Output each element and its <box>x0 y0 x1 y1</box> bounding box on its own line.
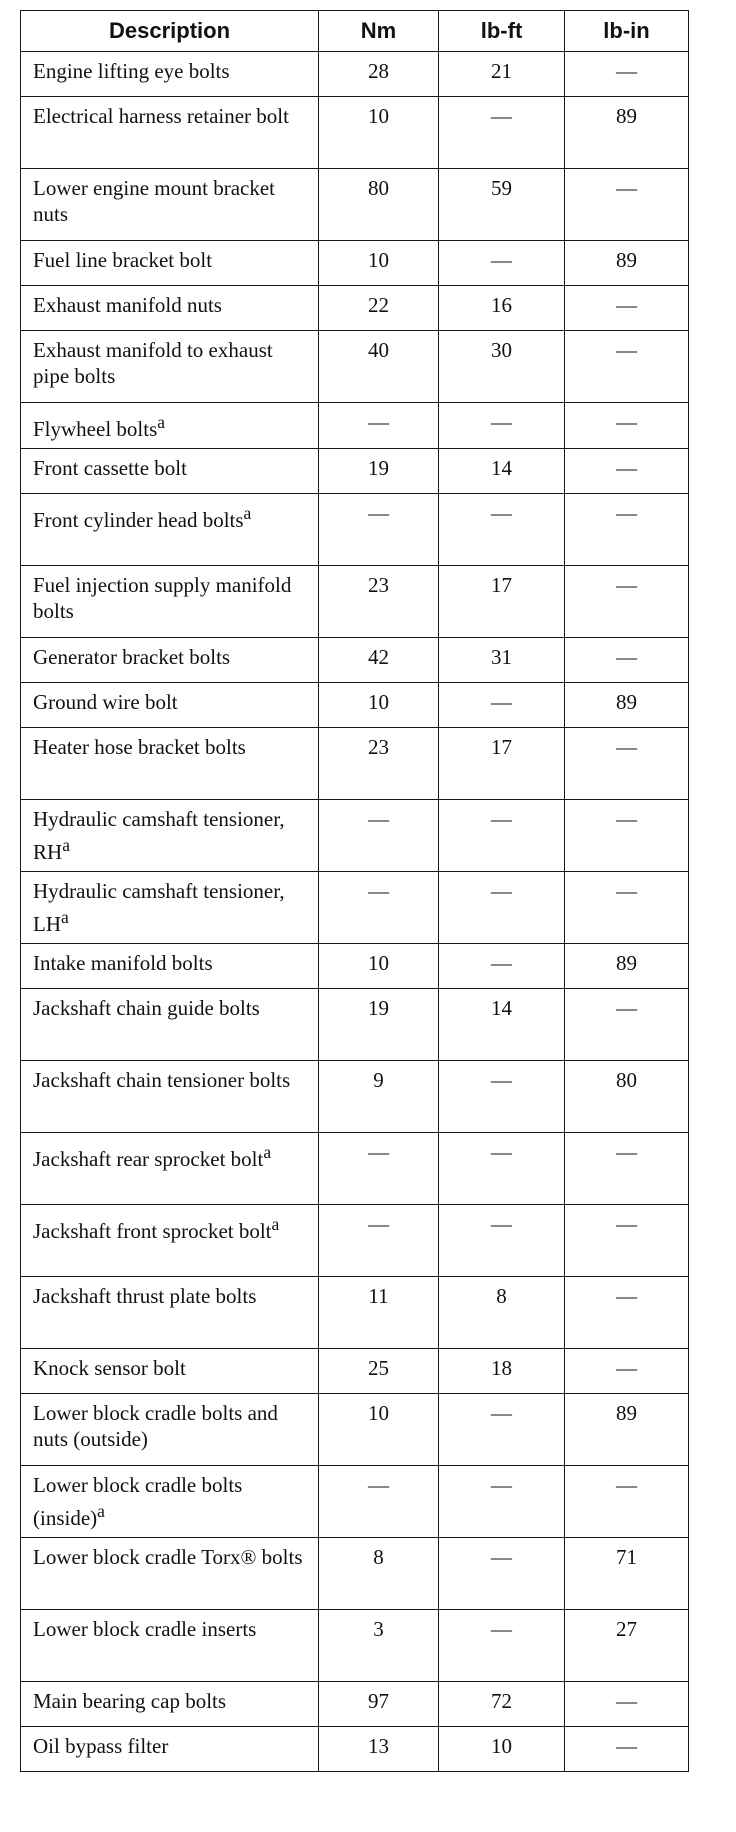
lbft-cell: 17 <box>439 728 565 800</box>
description-cell: Lower block cradle bolts and nuts (outside) <box>21 1394 319 1466</box>
lbft-cell: 59 <box>439 169 565 241</box>
lbft-cell: — <box>439 1610 565 1682</box>
table-row <box>21 1277 689 1349</box>
table-row <box>21 1349 689 1394</box>
table-row <box>21 403 689 449</box>
nm-cell: 10 <box>319 97 439 169</box>
table-row <box>21 1133 689 1205</box>
lbft-cell: — <box>439 1061 565 1133</box>
table-row <box>21 989 689 1061</box>
table-row <box>21 286 689 331</box>
nm-cell: — <box>319 800 439 872</box>
table-row <box>21 169 689 241</box>
description-cell: Jackshaft rear sprocket bolt$^a$ <box>21 1133 319 1205</box>
nm-cell: 25 <box>319 1349 439 1394</box>
description-cell: Fuel line bracket bolt <box>21 241 319 286</box>
nm-cell: — <box>319 872 439 944</box>
description-cell: Generator bracket bolts <box>21 638 319 683</box>
table-row <box>21 241 689 286</box>
nm-cell: 10 <box>319 1394 439 1466</box>
lbft-cell: — <box>439 241 565 286</box>
lbin-cell: 71 <box>565 1538 689 1610</box>
table-row <box>21 1610 689 1682</box>
lbin-cell: — <box>565 1682 689 1727</box>
lbft-cell: — <box>439 1466 565 1538</box>
description-cell: Jackshaft chain tensioner bolts <box>21 1061 319 1133</box>
lbin-cell: — <box>565 800 689 872</box>
lbft-cell: 17 <box>439 566 565 638</box>
description-cell: Lower block cradle bolts (inside)$^a$ <box>21 1466 319 1538</box>
lbin-cell: — <box>565 1205 689 1277</box>
description-cell: Exhaust manifold to exhaust pipe bolts <box>21 331 319 403</box>
nm-cell: 13 <box>319 1727 439 1772</box>
table-row <box>21 1727 689 1772</box>
table-row <box>21 1466 689 1538</box>
lbin-cell: — <box>565 286 689 331</box>
lbin-cell: — <box>565 989 689 1061</box>
footnote-marker: a <box>157 412 166 432</box>
table-row <box>21 331 689 403</box>
nm-cell: — <box>319 1133 439 1205</box>
nm-cell: — <box>319 403 439 449</box>
nm-cell: 8 <box>319 1538 439 1610</box>
description-cell: Hydraulic camshaft tensioner, $RH^a$ <box>21 800 319 872</box>
table-header-row <box>21 11 689 52</box>
lbft-cell: — <box>439 800 565 872</box>
lbin-cell: — <box>565 1349 689 1394</box>
lbin-cell: — <box>565 1277 689 1349</box>
lbft-cell: — <box>439 1394 565 1466</box>
lbin-cell: 89 <box>565 683 689 728</box>
description-cell: Lower block cradle inserts <box>21 1610 319 1682</box>
footnote-marker: a <box>243 503 252 523</box>
table-row <box>21 1061 689 1133</box>
lbin-cell: 89 <box>565 944 689 989</box>
description-cell: Lower engine mount bracket nuts <box>21 169 319 241</box>
nm-cell: 9 <box>319 1061 439 1133</box>
table-row <box>21 97 689 169</box>
nm-cell: — <box>319 1466 439 1538</box>
nm-cell: 23 <box>319 566 439 638</box>
table-row <box>21 52 689 97</box>
table-row <box>21 800 689 872</box>
table-row <box>21 1205 689 1277</box>
table-row <box>21 494 689 566</box>
lbin-cell: — <box>565 494 689 566</box>
lbft-cell: — <box>439 403 565 449</box>
header-description: Description <box>21 11 319 52</box>
table-row <box>21 449 689 494</box>
lbin-cell: — <box>565 1133 689 1205</box>
header-nm: Nm <box>319 11 439 52</box>
footnote-marker: a <box>61 907 69 927</box>
lbin-cell: — <box>565 1727 689 1772</box>
lbin-cell: — <box>565 1466 689 1538</box>
lbft-cell: — <box>439 683 565 728</box>
lbin-cell: — <box>565 728 689 800</box>
description-cell: Knock sensor bolt <box>21 1349 319 1394</box>
table-body <box>21 52 689 1772</box>
nm-cell: 40 <box>319 331 439 403</box>
lbft-cell: — <box>439 1205 565 1277</box>
lbft-cell: 72 <box>439 1682 565 1727</box>
description-cell: Lower block cradle Torx® bolts <box>21 1538 319 1610</box>
table-row <box>21 566 689 638</box>
description-cell: Heater hose bracket bolts <box>21 728 319 800</box>
lbin-cell: 89 <box>565 241 689 286</box>
lbin-cell: 89 <box>565 1394 689 1466</box>
lbin-cell: — <box>565 169 689 241</box>
lbft-cell: — <box>439 97 565 169</box>
nm-cell: 28 <box>319 52 439 97</box>
description-cell: Jackshaft thrust plate bolts <box>21 1277 319 1349</box>
nm-cell: 42 <box>319 638 439 683</box>
description-cell: Engine lifting eye bolts <box>21 52 319 97</box>
description-cell: Electrical harness retainer bolt <box>21 97 319 169</box>
table-row <box>21 683 689 728</box>
description-cell: Oil bypass filter <box>21 1727 319 1772</box>
lbin-cell: — <box>565 638 689 683</box>
header-lb-ft: lb-ft <box>439 11 565 52</box>
lbin-cell: 89 <box>565 97 689 169</box>
description-cell: Jackshaft front sprocket bolt$^a$ <box>21 1205 319 1277</box>
lbin-cell: — <box>565 872 689 944</box>
lbin-cell: — <box>565 566 689 638</box>
footnote-marker: a <box>62 835 70 855</box>
nm-cell: 19 <box>319 449 439 494</box>
description-cell: Front cylinder head bolts$^a$ <box>21 494 319 566</box>
nm-cell: — <box>319 494 439 566</box>
description-cell: Front cassette bolt <box>21 449 319 494</box>
footnote-marker: a <box>97 1501 105 1521</box>
table-row <box>21 944 689 989</box>
description-cell: Exhaust manifold nuts <box>21 286 319 331</box>
table-row <box>21 1682 689 1727</box>
header-lb-in: lb-in <box>565 11 689 52</box>
table-row <box>21 872 689 944</box>
table-row <box>21 638 689 683</box>
nm-cell: 22 <box>319 286 439 331</box>
lbin-cell: — <box>565 52 689 97</box>
nm-cell: 23 <box>319 728 439 800</box>
lbin-cell: 27 <box>565 1610 689 1682</box>
table-row <box>21 728 689 800</box>
nm-cell: 97 <box>319 1682 439 1727</box>
lbft-cell: 8 <box>439 1277 565 1349</box>
description-cell: Intake manifold bolts <box>21 944 319 989</box>
lbft-cell: 14 <box>439 989 565 1061</box>
lbft-cell: — <box>439 1133 565 1205</box>
lbft-cell: 31 <box>439 638 565 683</box>
lbft-cell: 14 <box>439 449 565 494</box>
table-row <box>21 1538 689 1610</box>
nm-cell: 3 <box>319 1610 439 1682</box>
lbft-cell: — <box>439 944 565 989</box>
description-cell: Hydraulic camshaft tensioner, $LH^a$ <box>21 872 319 944</box>
nm-cell: 80 <box>319 169 439 241</box>
lbft-cell: 18 <box>439 1349 565 1394</box>
lbft-cell: 10 <box>439 1727 565 1772</box>
lbin-cell: — <box>565 403 689 449</box>
lbft-cell: — <box>439 494 565 566</box>
nm-cell: 10 <box>319 944 439 989</box>
description-cell: Jackshaft chain guide bolts <box>21 989 319 1061</box>
description-cell: Fuel injection supply manifold bolts <box>21 566 319 638</box>
nm-cell: 19 <box>319 989 439 1061</box>
lbft-cell: 21 <box>439 52 565 97</box>
footnote-marker: a <box>271 1214 280 1234</box>
description-cell: Ground wire bolt <box>21 683 319 728</box>
nm-cell: 10 <box>319 683 439 728</box>
lbin-cell: 80 <box>565 1061 689 1133</box>
nm-cell: 11 <box>319 1277 439 1349</box>
lbft-cell: — <box>439 1538 565 1610</box>
lbin-cell: — <box>565 449 689 494</box>
torque-spec-table <box>20 10 689 1772</box>
lbft-cell: 30 <box>439 331 565 403</box>
nm-cell: — <box>319 1205 439 1277</box>
lbft-cell: — <box>439 872 565 944</box>
footnote-marker: a <box>263 1142 272 1162</box>
nm-cell: 10 <box>319 241 439 286</box>
description-cell: Flywheel bolts$^a$ <box>21 403 319 449</box>
lbft-cell: 16 <box>439 286 565 331</box>
description-cell: Main bearing cap bolts <box>21 1682 319 1727</box>
lbin-cell: — <box>565 331 689 403</box>
table-row <box>21 1394 689 1466</box>
